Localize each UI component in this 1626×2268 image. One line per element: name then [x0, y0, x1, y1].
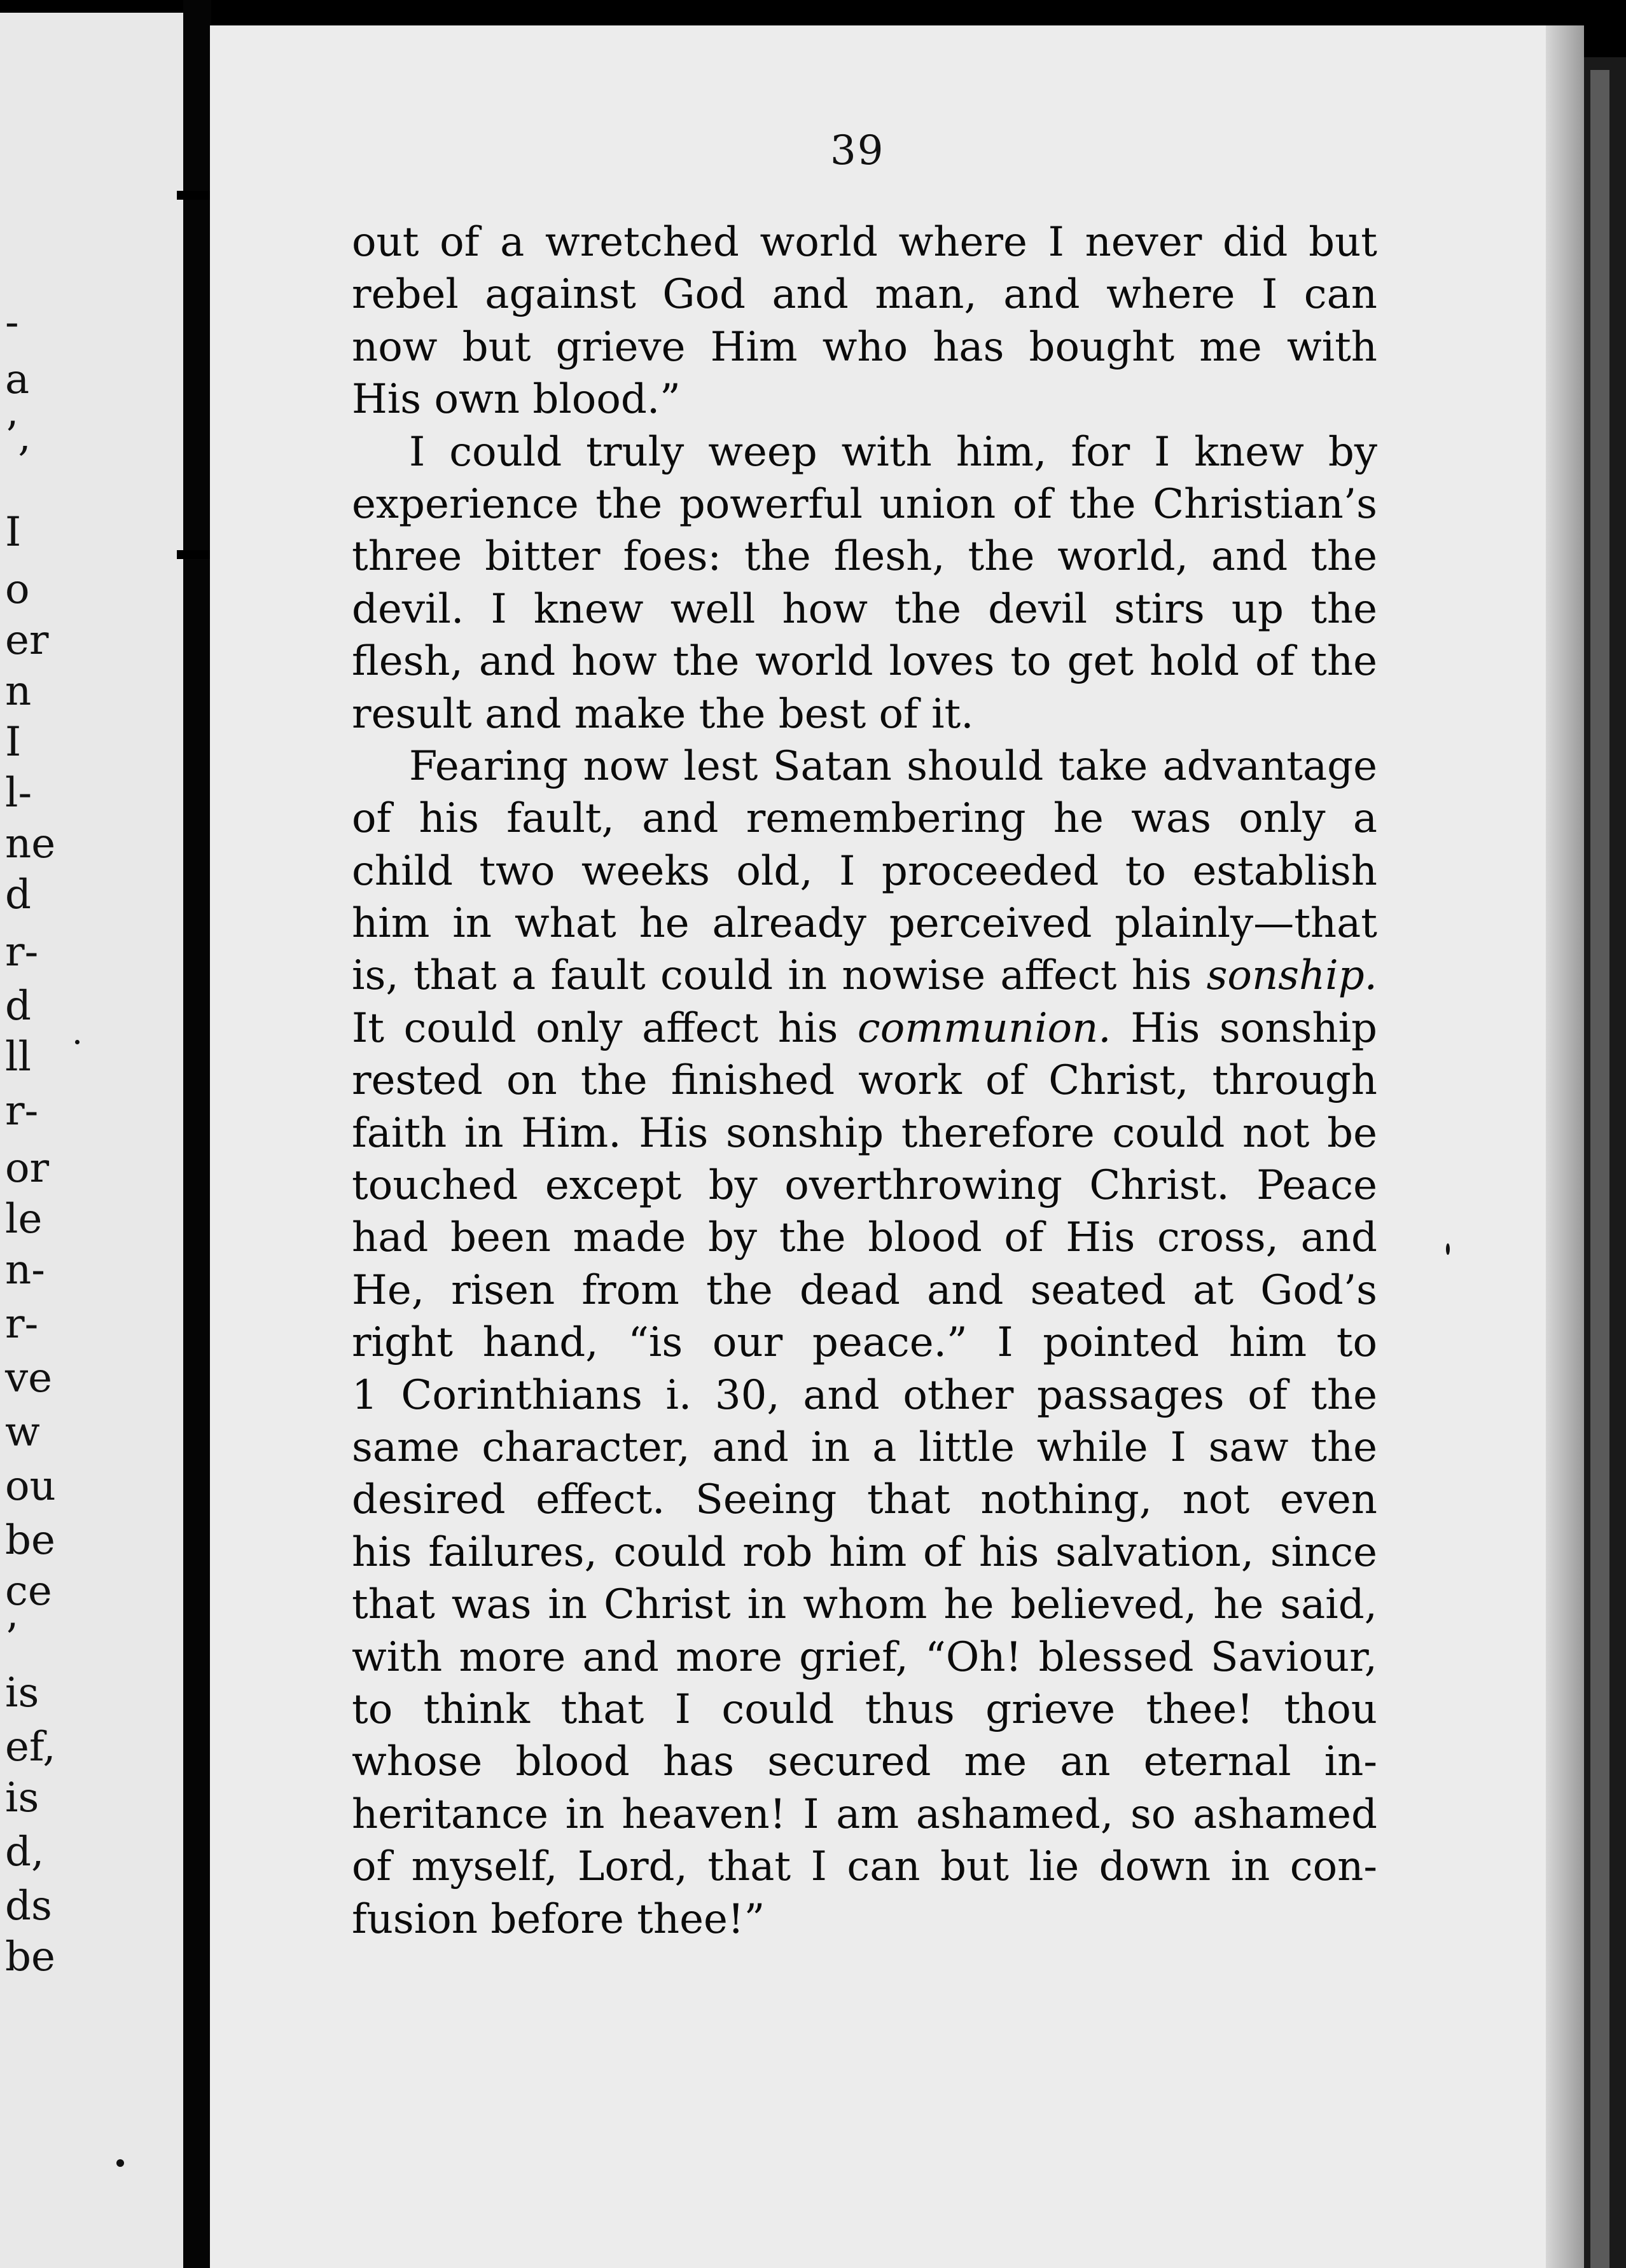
left-page-fragment: n- [5, 1247, 45, 1294]
text-line-content: rebel against God and man, and where I can [352, 271, 1377, 319]
left-page-fragment: ve [5, 1355, 53, 1402]
text-line [352, 1788, 1377, 1841]
text-line [352, 897, 1377, 950]
left-page-fragment: d, [5, 1829, 45, 1876]
left-page-fragment: r- [5, 929, 39, 976]
text-line [352, 1684, 1377, 1736]
text-line-content: fusion before thee!” [352, 1895, 765, 1943]
text-line-content: of myself, Lord, that I can but lie down in con- [352, 1843, 1377, 1891]
left-page-fragment: le [5, 1196, 43, 1243]
text-line-content: He, risen from the dead and seated at God’s [352, 1266, 1377, 1314]
text-line-content: whose blood has secured me an eternal in- [352, 1738, 1377, 1786]
ink-speck [1446, 1243, 1450, 1255]
ink-speck [75, 1040, 80, 1044]
left-page-fragment: be [5, 1933, 55, 1981]
left-page-fragment: a [5, 356, 30, 403]
text-line [352, 373, 1377, 425]
text-line [352, 1736, 1377, 1788]
text-line [352, 478, 1377, 530]
left-page-fragment: r- [5, 1301, 39, 1348]
text-line-content: same character, and in a little while I saw the [352, 1423, 1377, 1471]
text-line-content: of his fault, and remembering he was only a [352, 795, 1377, 843]
text-line-content: him in what he already perceived plainly—that [352, 900, 1377, 948]
left-page-fragment: l- [5, 770, 32, 817]
text-line [352, 1369, 1377, 1421]
text-line-content: that was in Christ in whom he believed, he said, [352, 1581, 1377, 1629]
ink-speck [116, 2159, 124, 2167]
text-line [352, 950, 1377, 1002]
text-line [352, 426, 1377, 478]
page-number: 39 [830, 127, 885, 174]
text-line [352, 1841, 1377, 1893]
text-line [352, 268, 1377, 321]
text-line [352, 845, 1377, 897]
left-page-fragment: ne [5, 820, 56, 868]
text-line [352, 321, 1377, 373]
text-line-content: desired effect. Seeing that nothing, not even [352, 1476, 1377, 1524]
left-page-fragment: be [5, 1517, 55, 1564]
left-page-fragment: I [5, 719, 22, 766]
left-page-fragment: r- [5, 1088, 39, 1135]
left-page-fragment: ’, [5, 413, 31, 460]
left-page-fragment: w [5, 1409, 40, 1456]
text-line [352, 583, 1377, 635]
text-line [352, 1474, 1377, 1526]
text-line-content: experience the powerful union of the Christian’s [352, 480, 1377, 528]
left-page-fragment: ef, [5, 1724, 56, 1771]
left-page-fragment: d [5, 871, 31, 918]
left-page-fragment: ll [5, 1034, 31, 1081]
text-line-content: touched except by overthrowing Christ. Peace [352, 1162, 1377, 1210]
text-line [352, 1054, 1377, 1107]
text-line-content: rested on the finished work of Christ, through [352, 1057, 1377, 1105]
text-line-content: child two weeks old, I proceeded to establish [352, 847, 1377, 895]
left-page-fragment: ’ [5, 1615, 18, 1663]
text-line-content: 1 Corinthians i. 30, and other passages of the [352, 1371, 1377, 1419]
text-line [352, 635, 1377, 688]
text-line-content: devil. I knew well how the devil stirs up the [352, 585, 1377, 633]
text-line-content: with more and more grief, “Oh! blessed Saviour, [352, 1633, 1377, 1681]
text-line [352, 1631, 1377, 1684]
body-text [352, 216, 1377, 1946]
text-line-content: out of a wretched world where I never did but [352, 219, 1377, 266]
text-line [352, 1579, 1377, 1631]
text-line-content: his failures, could rob him of his salvation, since [352, 1528, 1377, 1576]
left-page-fragment: I [5, 509, 22, 556]
text-line-content: I could truly weep with him, for I knew by [409, 428, 1377, 476]
left-page-fragment: is [5, 1670, 39, 1717]
text-line-content: had been made by the blood of His cross, and [352, 1214, 1377, 1262]
text-line [352, 1317, 1377, 1369]
text-line-content: flesh, and how the world loves to get hold of the [352, 638, 1377, 686]
text-line [352, 1002, 1377, 1054]
left-page-fragment: or [5, 1145, 50, 1192]
text-line-content: faith in Him. His sonship therefore could not be [352, 1109, 1377, 1157]
text-line-content: result and make the best of it. [352, 690, 974, 738]
text-line-content: three bitter foes: the flesh, the world, and the [352, 533, 1377, 581]
text-line-content: heritance in heaven! I am ashamed, so ashamed [352, 1790, 1377, 1838]
text-line [352, 530, 1377, 583]
left-page-fragment: n [5, 668, 32, 715]
text-line [352, 1107, 1377, 1159]
italic-word: sonship. [1206, 952, 1378, 1000]
text-line-tail: His sonship [1111, 1004, 1378, 1052]
page-shadow [1546, 25, 1584, 2268]
text-line-content: It could only affect his [352, 1004, 838, 1052]
text-line-content: is, that a fault could in nowise affect his [352, 952, 1192, 1000]
left-page-edge [0, 13, 184, 2268]
text-line [352, 792, 1377, 845]
text-line [352, 1526, 1377, 1579]
text-line [352, 1893, 1377, 1946]
text-line [352, 1159, 1377, 1212]
text-line-content: right hand, “is our peace.” I pointed him to [352, 1319, 1377, 1367]
text-line-content: now but grieve Him who has bought me with [352, 323, 1377, 371]
left-page-fragment: - [5, 299, 19, 346]
left-page-fragment: d [5, 983, 31, 1030]
left-page-fragments [0, 13, 184, 2268]
text-line [352, 1421, 1377, 1474]
book-spine [183, 0, 211, 2268]
left-page-fragment: ce [5, 1568, 52, 1615]
left-page-fragment: o [5, 566, 30, 613]
text-line [352, 1212, 1377, 1264]
left-page-fragment: ou [5, 1463, 56, 1510]
left-page-fragment: is [5, 1774, 39, 1822]
italic-word: communion. [857, 1004, 1111, 1052]
text-line-content: to think that I could thus grieve thee! thou [352, 1685, 1377, 1733]
text-line-content: His own blood.” [352, 376, 681, 424]
left-page-fragment: ds [5, 1883, 52, 1930]
text-line-content: Fearing now lest Satan should take advantage [409, 742, 1377, 790]
text-line [352, 1264, 1377, 1317]
left-page-fragment: er [5, 617, 49, 664]
right-page-edge-inner [1590, 70, 1609, 2268]
text-line [352, 740, 1377, 792]
text-line [352, 216, 1377, 268]
text-line [352, 688, 1377, 740]
